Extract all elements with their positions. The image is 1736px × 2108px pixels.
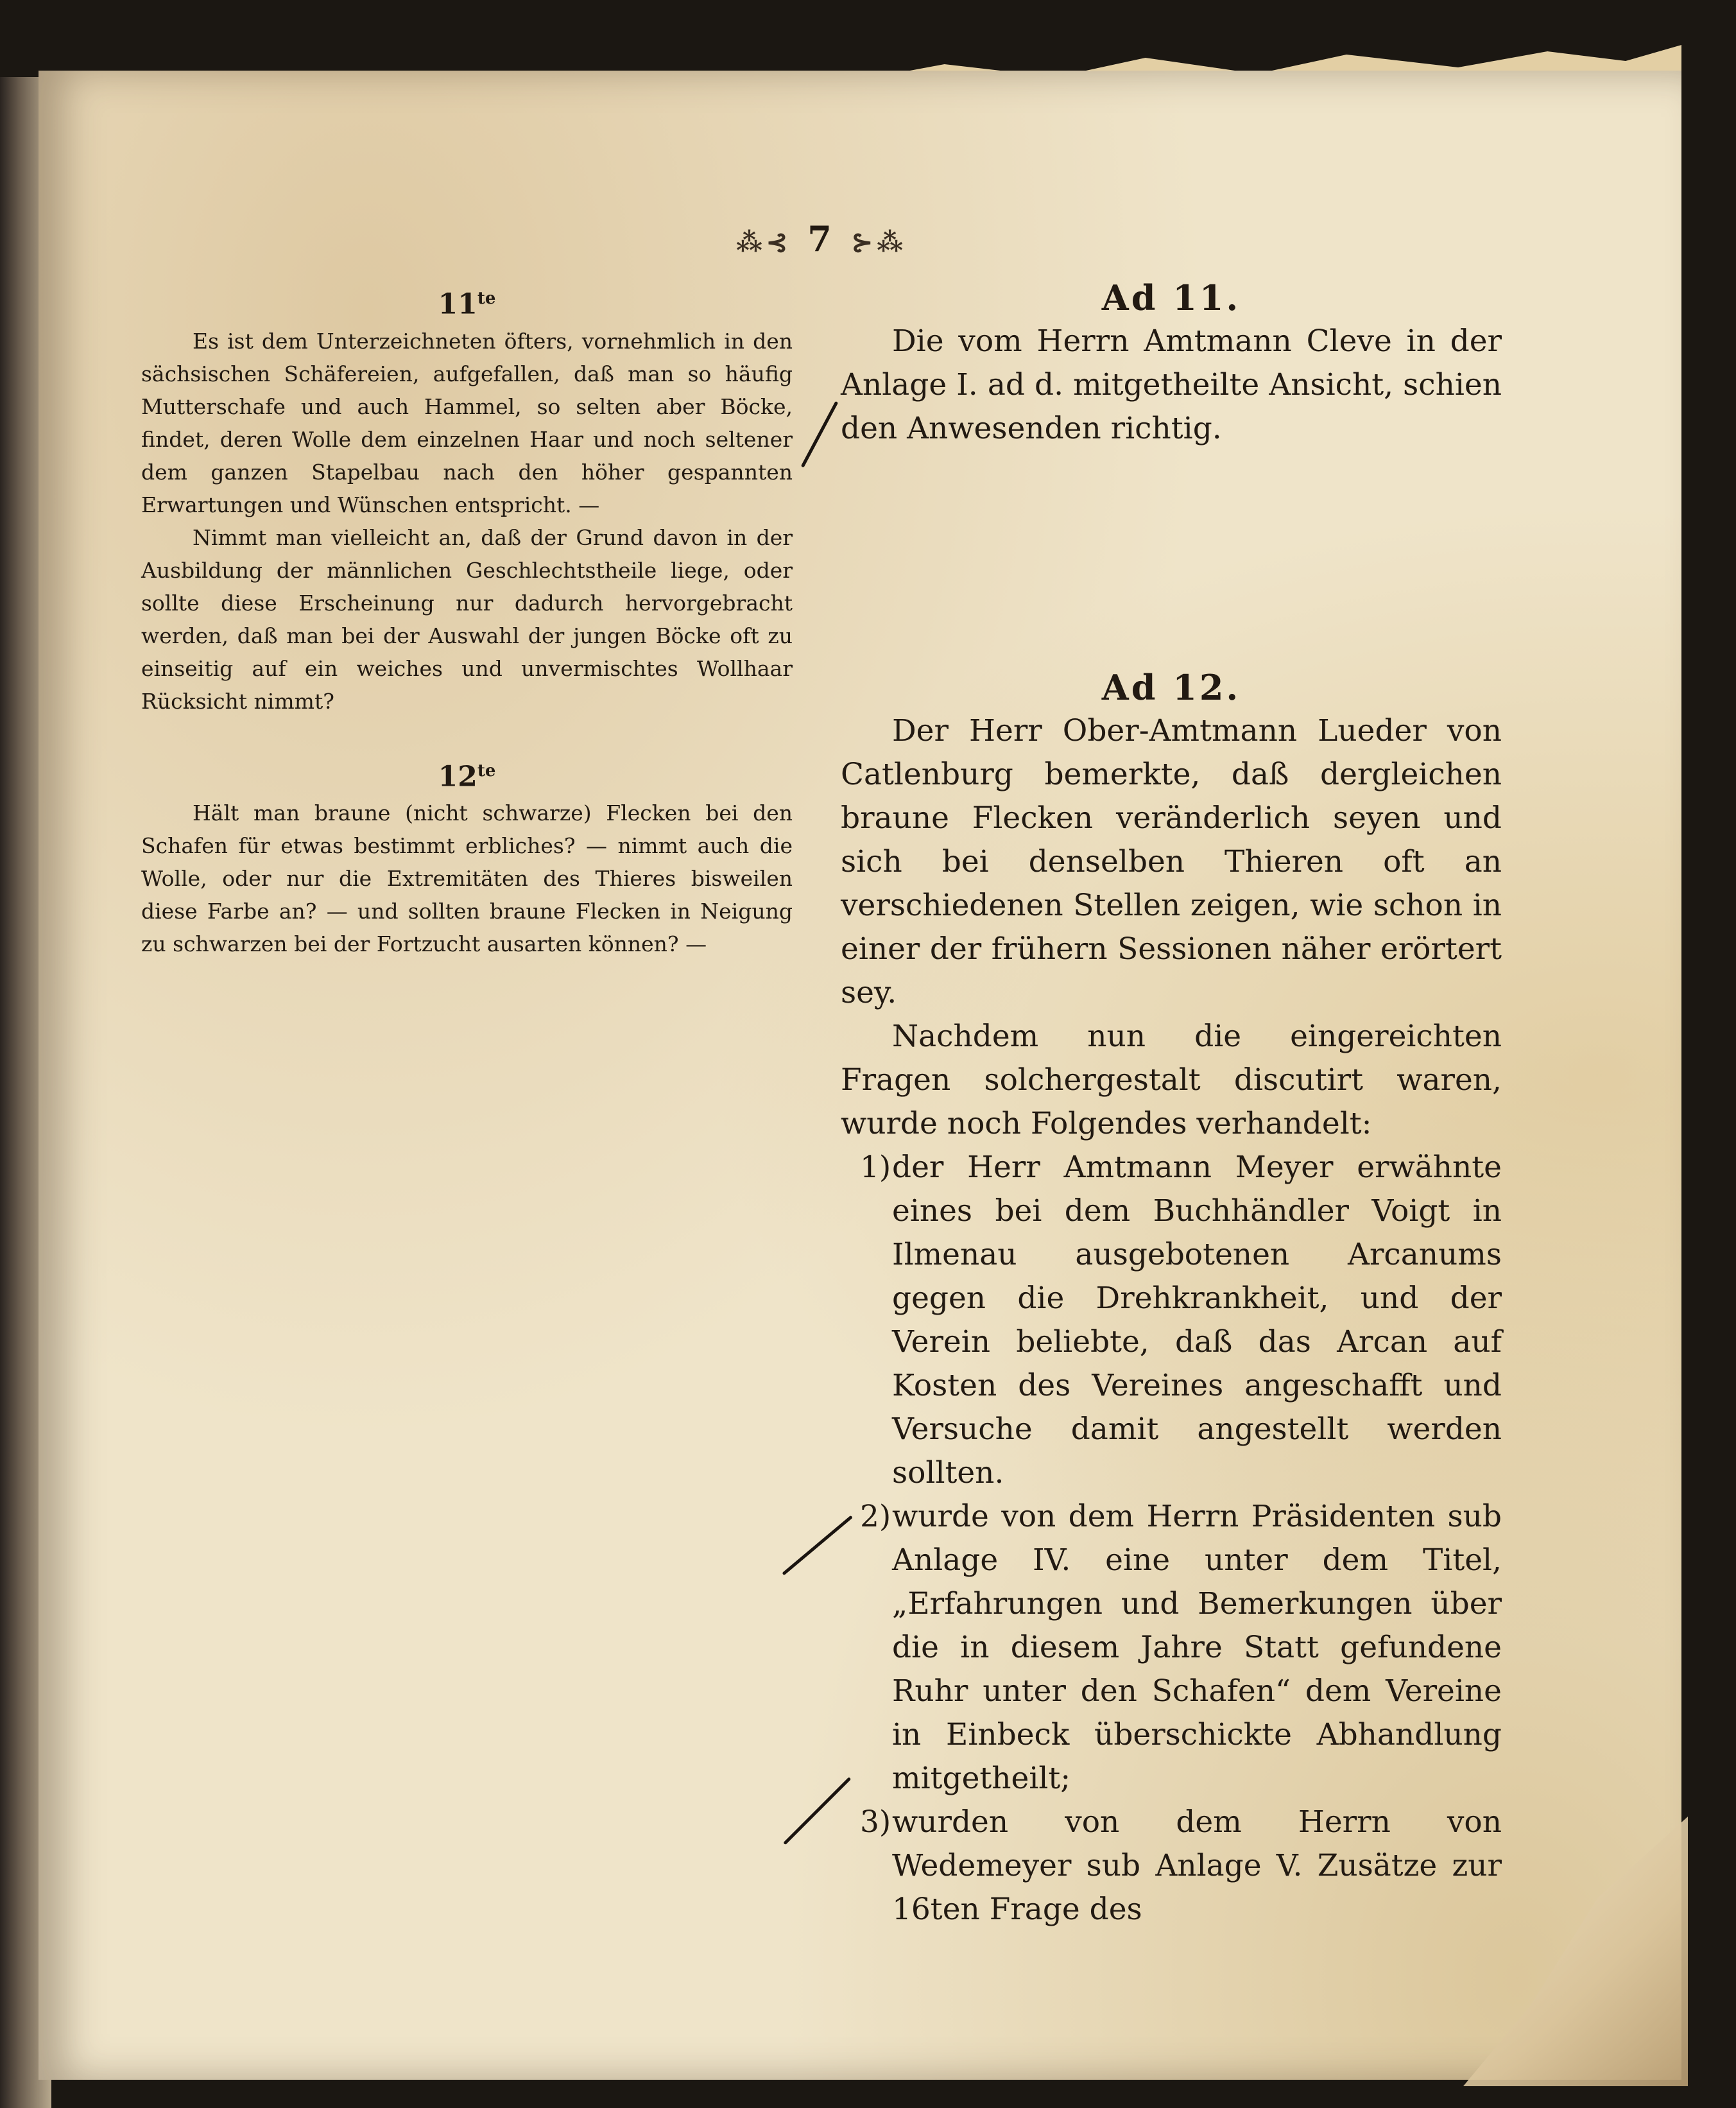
- answer-12-paragraph-1: Der Herr Ober-Amtmann Lueder von Catlenburg bemerkte, daß dergleichen braune Flecken veränderlich seyen und sich bei denselben Thieren oft an verschiedenen Stellen zeigen, wie schon in einer der frühern Sessionen näher erörtert sey.: [841, 713, 1502, 1010]
- question-11-heading: [141, 282, 793, 321]
- question-11-paragraph-1: Es ist dem Unterzeichneten öfters, vornehmlich in den sächsischen Schäfereien, aufgefallen, daß man so häufig Mutterschafe und auch Hammel, so selten aber Böcke, findet, deren Wolle dem einzelnen Haar und noch seltener dem ganzen Stapelbau nach den höher gespannten Erwartungen und Wünschen entspricht. —: [141, 328, 793, 517]
- list-item: [841, 1495, 1502, 1801]
- list-item-text: der Herr Amtmann Meyer erwähnte eines bei dem Buchhändler Voigt in Ilmenau ausgebotenen Arcanums gegen die Drehkrankheit, und der Verein beliebte, daß das Arcan auf Kosten des Vereines angeschafft und Versuche damit angestellt werden sollten.: [892, 1150, 1502, 1490]
- list-item-number: 2): [860, 1499, 891, 1534]
- proceedings-list: [841, 1146, 1502, 1931]
- question-12-paragraph-1: Hält man braune (nicht schwarze) Flecken bei den Schafen für etwas bestimmt erbliches? — nimmt auch die Wolle, oder nur die Extremitäten des Thieres bisweilen diese Farbe an? — und sollten braune Flecken in Neigung zu schwarzen bei der Fortzucht ausarten können? —: [141, 800, 793, 957]
- ornament-right-icon: ⊱⁂: [851, 227, 907, 257]
- list-item-text: wurde von dem Herrn Präsidenten sub Anlage IV. eine unter dem Titel, „Erfahrungen und Bemerkungen über die in diesem Jahre Statt gefundene Ruhr unter den Schafen“ dem Vereine in Einbeck überschickte Abhandlung mitgetheilt;: [892, 1499, 1502, 1796]
- question-12-suffix: te: [477, 761, 496, 781]
- question-11-paragraph-2: Nimmt man vielleicht an, daß der Grund davon in der Ausbildung der männlichen Geschlechtstheile liege, oder sollte diese Erscheinung nur dadurch hervorgebracht werden, daß man bei der Auswahl der jungen Böcke oft zu einseitig auf ein weiches und unvermischtes Wollhaar Rücksicht nimmt?: [141, 524, 793, 714]
- question-11-suffix: te: [477, 289, 496, 308]
- left-column-questions: [141, 282, 793, 960]
- answer-12-paragraph-2: Nachdem nun die eingereichten Fragen solchergestalt discutirt waren, wurde noch Folgendes verhandelt:: [841, 1019, 1502, 1141]
- list-item-text: wurden von dem Herrn von Wedemeyer sub Anlage V. Zusätze zur 16ten Frage des: [892, 1804, 1502, 1927]
- page-number: 7: [807, 218, 836, 259]
- answer-11-heading: Ad 11.: [1101, 277, 1241, 318]
- page-header: [725, 218, 918, 259]
- list-item-number: 3): [860, 1804, 891, 1840]
- answer-11-text: Die vom Herrn Amtmann Cleve in der Anlage I. ad d. mitgetheilte Ansicht, schien den Anwesenden richtig.: [841, 324, 1502, 446]
- right-column-answers: [841, 276, 1502, 1931]
- answer-12-heading: Ad 12.: [1101, 667, 1241, 708]
- list-item: [841, 1146, 1502, 1495]
- ornament-left-icon: ⁂⊰: [735, 227, 792, 257]
- list-item-number: 1): [860, 1150, 891, 1185]
- list-item: [841, 1801, 1502, 1931]
- question-11-number: 11: [438, 288, 477, 321]
- question-12-number: 12: [438, 760, 477, 793]
- question-12-heading: [141, 755, 793, 793]
